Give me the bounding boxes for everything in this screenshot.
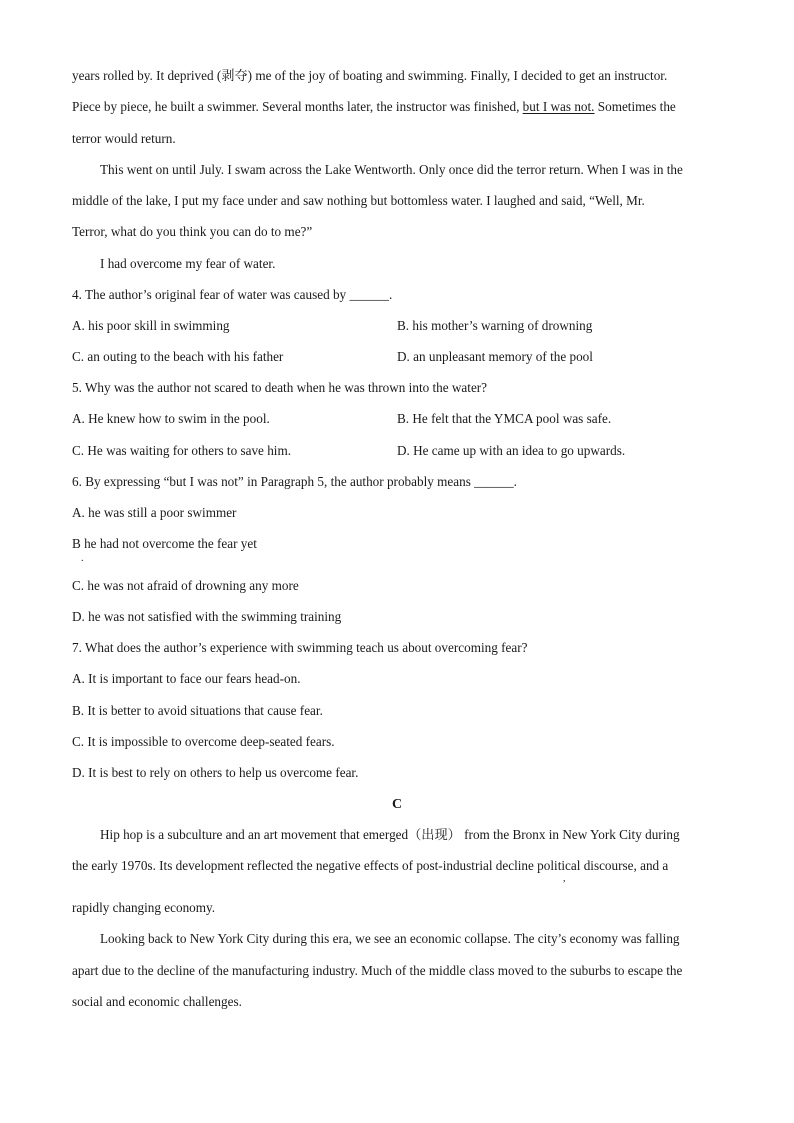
q7-option-d[interactable]: D. It is best to rely on others to help us overcome fear. <box>72 765 359 780</box>
q5-option-a[interactable]: A. He knew how to swim in the pool. <box>72 411 270 426</box>
passage-c-p2-line-1: Looking back to New York City during this era, we see an economic collapse. The city’s economy was falling <box>100 931 680 946</box>
q6-option-b[interactable]: B he had not overcome the fear yet <box>72 536 257 551</box>
question-5-stem: 5. Why was the author not scared to death when he was thrown into the water? <box>72 380 488 395</box>
stray-comma-mark: , <box>563 873 566 884</box>
stray-dot-mark: . <box>81 553 84 564</box>
passage-b-line-1: years rolled by. It deprived (剥夺) me of the joy of boating and swimming. Finally, I decided to get an instructor. <box>72 68 668 83</box>
q5-option-d[interactable]: D. He came up with an idea to go upwards. <box>397 443 626 458</box>
q4-option-c[interactable]: C. an outing to the beach with his father <box>72 349 284 364</box>
q7-option-b[interactable]: B. It is better to avoid situations that cause fear. <box>72 703 323 718</box>
question-4-stem: 4. The author’s original fear of water was caused by ______. <box>72 287 393 302</box>
question-6-stem: 6. By expressing “but I was not” in Paragraph 5, the author probably means ______. <box>72 474 517 489</box>
section-heading-c: C <box>391 797 403 812</box>
q4-option-b[interactable]: B. his mother’s warning of drowning <box>397 318 593 333</box>
passage-b-p5-line-3: Terror, what do you think you can do to me?” <box>72 224 313 239</box>
passage-b-p5-line-2: middle of the lake, I put my face under and saw nothing but bottomless water. I laughed and said, “Well, Mr. <box>72 193 645 208</box>
passage-b-line-2 <box>72 99 676 115</box>
q7-option-a[interactable]: A. It is important to face our fears head-on. <box>72 671 301 686</box>
passage-b-p5-line-1: This went on until July. I swam across the Lake Wentworth. Only once did the terror return. When I was in the <box>100 162 683 177</box>
q6-option-a[interactable]: A. he was still a poor swimmer <box>72 505 237 520</box>
passage-b-text: Piece by piece, he built a swimmer. Several months later, the instructor was finished, <box>72 99 523 114</box>
passage-c-p1-line-1: Hip hop is a subculture and an art movement that emerged（出现） from the Bronx in New York City during <box>100 827 680 842</box>
q4-option-a[interactable]: A. his poor skill in swimming <box>72 318 230 333</box>
underlined-phrase: but I was not. <box>522 99 595 114</box>
passage-b-p6-line-1: I had overcome my fear of water. <box>100 256 276 271</box>
question-7-stem: 7. What does the author’s experience with swimming teach us about overcoming fear? <box>72 640 528 655</box>
passage-b-line-3: terror would return. <box>72 131 176 146</box>
passage-c-p1-line-2: the early 1970s. Its development reflected the negative effects of post-industrial decline political discourse, and a <box>72 858 669 873</box>
passage-c-p2-line-2: apart due to the decline of the manufacturing industry. Much of the middle class moved to the suburbs to escape the <box>72 963 683 978</box>
q7-option-c[interactable]: C. It is impossible to overcome deep-seated fears. <box>72 734 335 749</box>
q5-option-b[interactable]: B. He felt that the YMCA pool was safe. <box>397 411 612 426</box>
q6-option-c[interactable]: C. he was not afraid of drowning any more <box>72 578 299 593</box>
q4-option-d[interactable]: D. an unpleasant memory of the pool <box>397 349 593 364</box>
passage-c-p2-line-3: social and economic challenges. <box>72 994 242 1009</box>
passage-c-p1-line-3: rapidly changing economy. <box>72 900 216 915</box>
passage-b-text: Sometimes the <box>594 99 676 114</box>
q6-option-d[interactable]: D. he was not satisfied with the swimming training <box>72 609 342 624</box>
q5-option-c[interactable]: C. He was waiting for others to save him. <box>72 443 292 458</box>
